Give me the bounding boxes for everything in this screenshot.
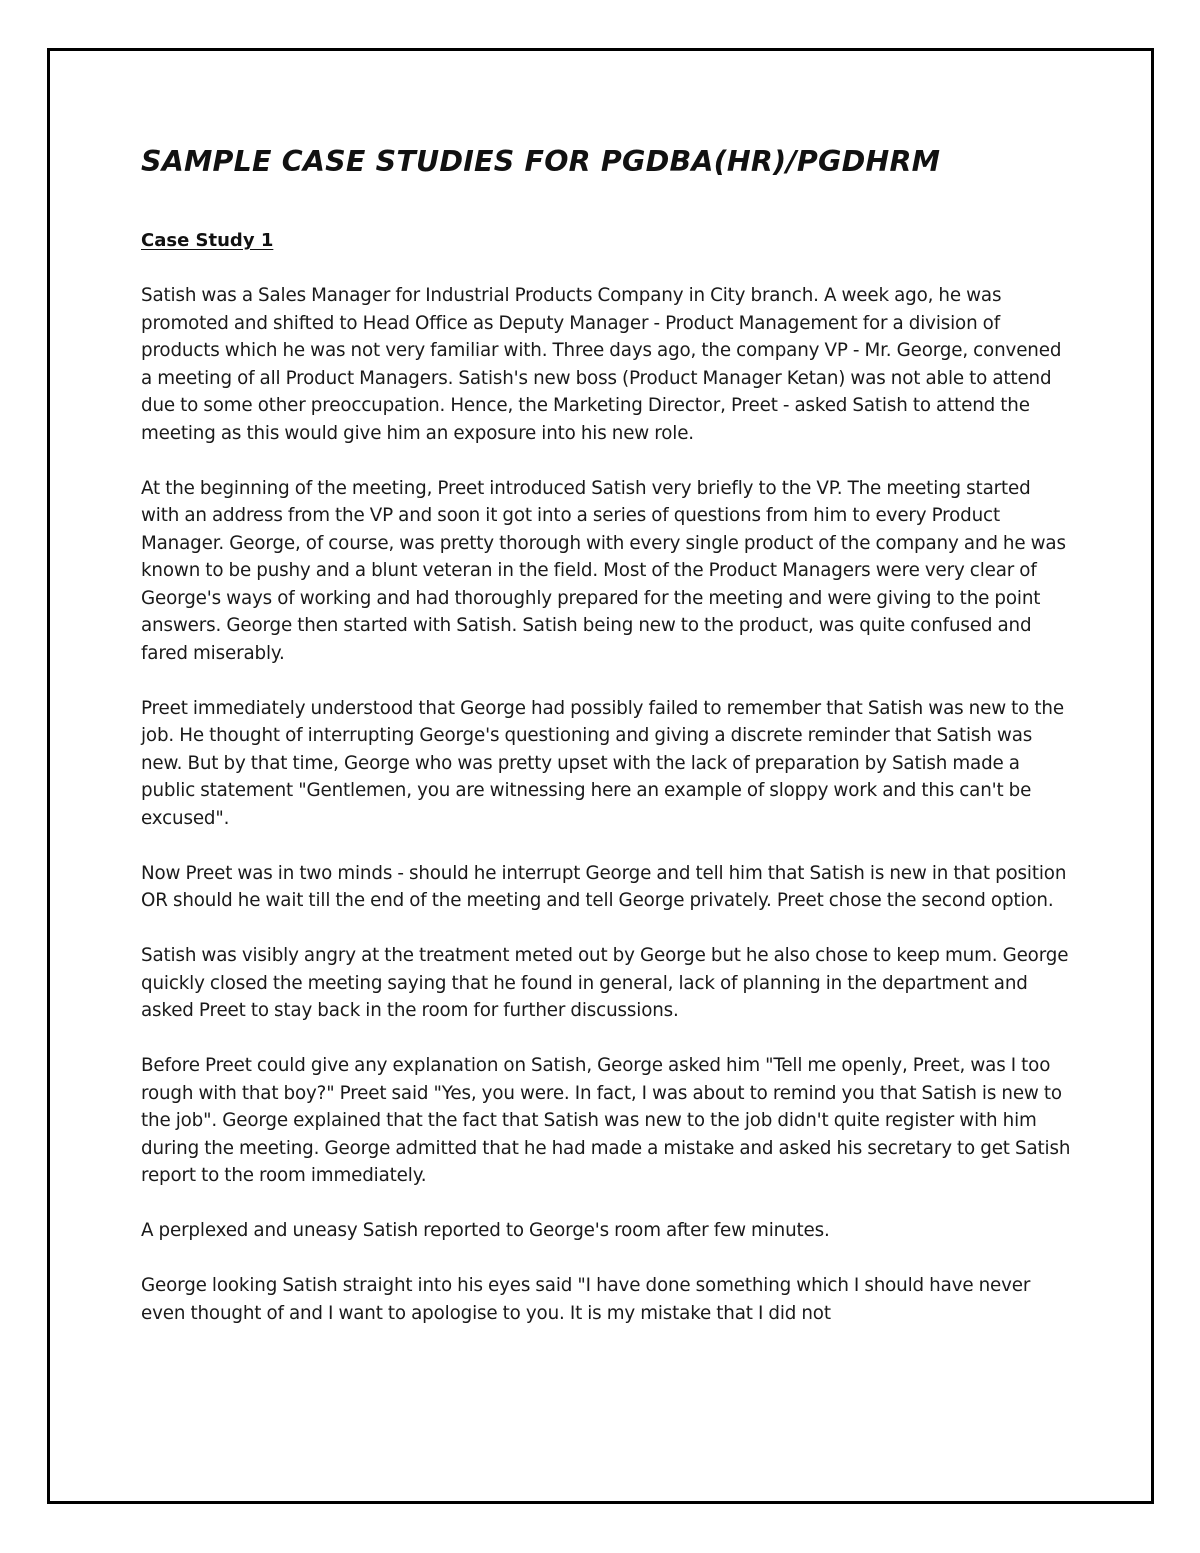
case-study-heading: Case Study 1 — [141, 230, 274, 251]
paragraph: At the beginning of the meeting, Preet introduced Satish very briefly to the VP. The meeting started with an address from the VP and soon it got into a series of questions from him to every Product Manager. George, of course, was pretty thorough with every single product of the company and he was known to be pushy and a blunt veteran in the field. Most of the Product Managers were very clear of George's ways of working and had thoroughly prepared for the meeting and were giving to the point answers. George then started with Satish. Satish being new to the product, was quite confused and fared miserably. — [141, 477, 1066, 664]
paragraph: Now Preet was in two minds - should he interrupt George and tell him that Satish is new in that position OR should he wait till the end of the meeting and tell George privately. Preet chose the second option. — [141, 862, 1067, 911]
case-study-body — [141, 282, 1071, 1327]
paragraph: George looking Satish straight into his eyes said "I have done something which I should have never even thought of and I want to apologise to you. It is my mistake that I did not — [141, 1275, 1031, 1324]
paragraph: Satish was a Sales Manager for Industrial Products Company in City branch. A week ago, he was promoted and shifted to Head Office as Deputy Manager - Product Management for a division of products which he was not very familiar with. Three days ago, the company VP - Mr. George, convened a meeting of all Product Managers. Satish's new boss (Product Manager Ketan) was not able to attend due to some other preoccupation. Hence, the Marketing Director, Preet - asked Satish to attend the meeting as this would give him an exposure into his new role. — [141, 285, 1062, 444]
paragraph: Before Preet could give any explanation on Satish, George asked him "Tell me openly, Preet, was I too rough with that boy?" Preet said "Yes, you were. In fact, I was about to remind you that Satish is new to the job". George explained that the fact that Satish was new to the job didn't quite register with him during the meeting. George admitted that he had made a mistake and asked his secretary to get Satish report to the room immediately. — [141, 1055, 1071, 1186]
paragraph: A perplexed and uneasy Satish reported to George's room after few minutes. — [141, 1220, 830, 1241]
document-content — [141, 140, 1071, 1355]
paragraph: Preet immediately understood that George had possibly failed to remember that Satish was new to the job. He thought of interrupting George's questioning and giving a discrete reminder that Satish was new. But by that time, George who was pretty upset with the lack of preparation by Satish made a public statement "Gentlemen, you are witnessing here an example of sloppy work and this can't be excused". — [141, 697, 1064, 829]
paragraph: Satish was visibly angry at the treatment meted out by George but he also chose to keep mum. George quickly closed the meeting saying that he found in general, lack of planning in the department and asked Preet to stay back in the room for further discussions. — [141, 945, 1069, 1021]
document-title: SAMPLE CASE STUDIES FOR PGDBA(HR)/PGDHRM — [141, 145, 941, 178]
